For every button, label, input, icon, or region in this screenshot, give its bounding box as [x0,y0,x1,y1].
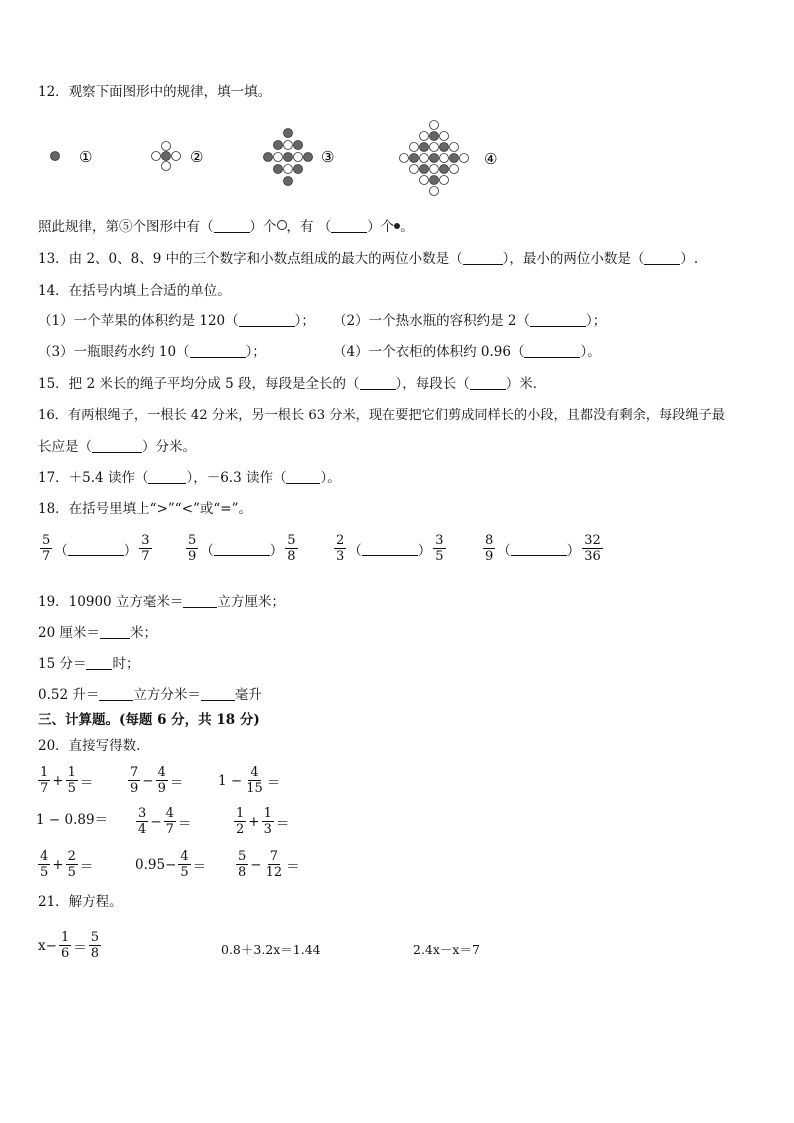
q13-line: 13．由 2、0、8、9 中的三个数字和小数点组成的最大的两位小数是（ ），最小的两位小数是（ ）. [38,251,699,267]
q18-blank-1[interactable] [68,541,124,556]
q13-blank-1[interactable] [463,250,503,265]
fraction: $\frac{32}{36}$ [584,533,601,564]
q19-blank-3[interactable] [86,655,112,670]
q18-compare-3: $\frac{2}{3}$ （ ） $\frac{3}{5}$ [336,533,444,564]
q14-item-3: （3）一瓶眼药水约 10（ ）； [38,344,266,360]
q14-item-4: （4）一个衣柜的体积约 0.96（ ）。 [333,344,601,360]
section-3-heading: 三、计算题。(每题 6 分，共 18 分) [38,712,260,728]
fraction: $\frac{7}{12}$ [265,849,283,880]
q18-prompt: 18．在括号里填上“>”“<”或“=”。 [38,501,253,517]
q15-blank-1[interactable] [360,375,396,390]
figure4-dots [400,121,469,196]
q14-blank-3[interactable] [190,343,246,358]
q14-item-2: （2）一个热水瓶的容积约是 2（ ）； [333,313,607,329]
q20-expr-4: 1 − 0.89＝ [36,812,109,828]
q14-prompt: 14．在括号内填上合适的单位。 [38,283,231,299]
fraction: $\frac{5}{7}$ [42,533,51,564]
q14-blank-4[interactable] [524,343,580,358]
q18-blank-2[interactable] [214,541,270,556]
fraction: $\frac{2}{3}$ [336,533,345,564]
q21-equation-1: x− $\frac{1}{6}$ ＝ $\frac{5}{8}$ [38,930,99,961]
q12-blank-2[interactable] [331,218,367,233]
q16-line-2: 长应是（ ）分米。 [38,439,196,455]
q18-compare-1: $\frac{5}{7}$ （ ） $\frac{3}{7}$ [42,533,150,564]
fraction: $\frac{1}{3}$ [263,806,272,837]
figure2-dots [152,142,181,171]
fraction: $\frac{8}{9}$ [485,533,494,564]
q16-line-1: 16．有两根绳子，一根长 42 分米，另一根长 63 分米，现在要把它们剪成同样长的小段，且都没有剩余，每段绳子最 [38,408,725,423]
fraction: $\frac{4}{5}$ [40,849,49,880]
q14-blank-2[interactable] [530,312,586,327]
q19-blank-1[interactable] [183,593,217,608]
fraction: $\frac{5}{8}$ [238,849,247,880]
q18-blank-4[interactable] [511,541,567,556]
fraction: $\frac{4}{9}$ [157,765,166,796]
q15-line: 15．把 2 米长的绳子平均分成 5 段，每段是全长的（ ），每段长（ ）米． [38,376,547,392]
q15-blank-2[interactable] [470,375,506,390]
fraction: $\frac{5}{8}$ [287,533,296,564]
fraction: $\frac{4}{15}$ [246,765,263,796]
q20-expr-9: $\frac{5}{8}$ − $\frac{7}{12}$ ＝ [238,849,300,880]
fraction: $\frac{4}{7}$ [165,806,174,837]
q20-expr-7: $\frac{4}{5}$ + $\frac{2}{5}$ ＝ [40,849,94,880]
q20-expr-2: $\frac{7}{9}$ − $\frac{4}{9}$ ＝ [130,765,184,796]
q13-blank-2[interactable] [644,250,680,265]
q19-line-1: 19．10900 立方毫米＝ 立方厘米； [38,594,285,610]
q18-compare-4: $\frac{8}{9}$ （ ） $\frac{32}{36}$ [485,533,601,564]
fraction: $\frac{5}{9}$ [188,533,197,564]
fraction: $\frac{3}{7}$ [141,533,150,564]
fraction: $\frac{3}{5}$ [435,533,444,564]
figure3-dots [264,129,313,186]
figure2-label: ② [190,148,204,166]
q14-blank-1[interactable] [239,312,295,327]
q20-prompt: 20．直接写得数. [38,738,141,754]
fraction: $\frac{2}{5}$ [67,849,76,880]
q17-blank-2[interactable] [286,469,320,484]
fraction: $\frac{3}{4}$ [138,806,147,837]
q20-expr-8: 0.95 − $\frac{4}{5}$ ＝ [135,849,207,880]
q20-expr-6: $\frac{1}{2}$ + $\frac{1}{3}$ ＝ [236,806,290,837]
q12-blank-1[interactable] [214,218,250,233]
fraction: $\frac{1}{2}$ [236,806,245,837]
q19-line-4: 0.52 升＝ 立方分米＝ 毫升 [38,687,262,703]
q18-blank-3[interactable] [362,541,418,556]
q21-prompt: 21．解方程。 [38,894,123,910]
fraction: $\frac{1}{5}$ [67,765,76,796]
q19-line-2: 20 厘米＝ 米； [38,625,157,641]
q16-blank[interactable] [92,438,142,453]
q20-expr-3: 1 − $\frac{4}{15}$ ＝ [218,765,281,796]
figure3-label: ③ [321,148,335,166]
q12-answer-line: 照此规律，第⑤个图形中有（ ）个 ，有 （ ）个 。 [38,219,414,235]
figure4-label: ④ [484,150,498,168]
q14-item-1: （1）一个苹果的体积约是 120（ ）； [38,313,315,329]
fraction: $\frac{1}{6}$ [60,930,70,961]
q17-line: 17．＋5.4 读作（ ），－6.3 读作（ ）。 [38,470,341,486]
q19-line-3: 15 分＝ 时； [38,656,140,672]
dot-pattern-figures [0,118,794,198]
q19-blank-5[interactable] [201,686,235,701]
q21-equation-3: 2.4x－x＝7 [413,942,480,957]
q12-prompt: 12．观察下面图形中的规律，填一填。 [38,84,272,100]
open-dot-icon [277,220,287,230]
fraction: $\frac{4}{5}$ [180,849,189,880]
q17-blank-1[interactable] [148,469,186,484]
q20-expr-1: $\frac{1}{7}$ + $\frac{1}{5}$ ＝ [40,765,94,796]
figure1-label: ① [79,148,93,166]
fraction: $\frac{7}{9}$ [130,765,139,796]
figure1-dot [51,152,60,161]
q19-blank-4[interactable] [99,686,133,701]
q21-equation-2: 0.8＋3.2x＝1.44 [221,942,321,957]
fraction: $\frac{5}{8}$ [90,930,99,961]
q20-expr-5: $\frac{3}{4}$ − $\frac{4}{7}$ ＝ [138,806,192,837]
fraction: $\frac{1}{7}$ [40,765,49,796]
q18-compare-2: $\frac{5}{9}$ （ ） $\frac{5}{8}$ [188,533,296,564]
q19-blank-2[interactable] [100,624,130,639]
